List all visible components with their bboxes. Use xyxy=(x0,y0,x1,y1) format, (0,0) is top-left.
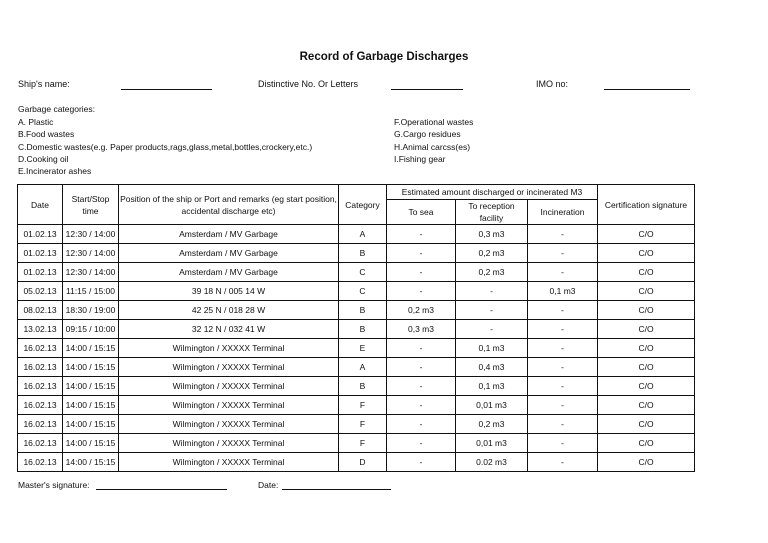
date-label: Date: xyxy=(258,480,279,490)
cell-to-sea: - xyxy=(387,434,456,453)
cell-position: Wilmington / XXXXX Terminal xyxy=(119,377,339,396)
cell-to-sea: - xyxy=(387,377,456,396)
category-item: B.Food wastes xyxy=(18,129,75,140)
cell-date: 16.02.13 xyxy=(18,396,63,415)
table-row xyxy=(18,358,695,377)
table-row xyxy=(18,453,695,472)
cell-date: 13.02.13 xyxy=(18,320,63,339)
cell-category: F xyxy=(339,434,387,453)
cell-date: 16.02.13 xyxy=(18,358,63,377)
cell-certification: C/O xyxy=(598,434,695,453)
categories-right-list xyxy=(394,116,473,165)
cell-date: 16.02.13 xyxy=(18,434,63,453)
cell-time: 12:30 / 14:00 xyxy=(63,263,119,282)
header-certification: Certification signature xyxy=(598,185,695,225)
cell-date: 05.02.13 xyxy=(18,282,63,301)
header-to-sea: To sea xyxy=(387,200,456,225)
cell-time: 09:15 / 10:00 xyxy=(63,320,119,339)
table-row xyxy=(18,225,695,244)
masters-signature-field[interactable] xyxy=(96,489,227,490)
table-row xyxy=(18,320,695,339)
cell-to-sea: - xyxy=(387,453,456,472)
cell-incineration: - xyxy=(528,396,598,415)
cell-date: 16.02.13 xyxy=(18,339,63,358)
cell-to-reception: 0,2 m3 xyxy=(456,263,528,282)
header-incineration: Incineration xyxy=(528,200,598,225)
cell-position: 32 12 N / 032 41 W xyxy=(119,320,339,339)
cell-certification: C/O xyxy=(598,263,695,282)
cell-time: 12:30 / 14:00 xyxy=(63,225,119,244)
cell-time: 14:00 / 15:15 xyxy=(63,396,119,415)
cell-to-sea: - xyxy=(387,396,456,415)
cell-incineration: - xyxy=(528,225,598,244)
cell-time: 11:15 / 15:00 xyxy=(63,282,119,301)
header-category: Category xyxy=(339,185,387,225)
cell-position: Wilmington / XXXXX Terminal xyxy=(119,358,339,377)
cell-to-sea: - xyxy=(387,225,456,244)
distinctive-field[interactable] xyxy=(391,89,463,90)
header-position: Position of the ship or Port and remarks (eg start position, accidental discharge etc) xyxy=(119,185,339,225)
cell-certification: C/O xyxy=(598,244,695,263)
cell-time: 14:00 / 15:15 xyxy=(63,434,119,453)
cell-certification: C/O xyxy=(598,339,695,358)
cell-incineration: - xyxy=(528,415,598,434)
cell-to-reception: 0,2 m3 xyxy=(456,415,528,434)
imo-label: IMO no: xyxy=(536,79,569,89)
category-item: C.Domestic wastes(e.g. Paper products,rags,glass,metal,bottles,crockery,etc.) xyxy=(18,141,313,152)
cell-category: F xyxy=(339,396,387,415)
cell-category: D xyxy=(339,453,387,472)
cell-to-sea: - xyxy=(387,282,456,301)
cell-to-sea: - xyxy=(387,339,456,358)
cell-category: B xyxy=(339,320,387,339)
cell-category: E xyxy=(339,339,387,358)
cell-incineration: - xyxy=(528,377,598,396)
category-item: F.Operational wastes xyxy=(394,117,474,127)
cell-date: 08.02.13 xyxy=(18,301,63,320)
cell-to-reception: 0,1 m3 xyxy=(456,339,528,358)
categories-heading: Garbage categories: xyxy=(18,104,96,114)
cell-time: 12:30 / 14:00 xyxy=(63,244,119,263)
cell-incineration: - xyxy=(528,301,598,320)
table-row xyxy=(18,396,695,415)
cell-to-sea: - xyxy=(387,415,456,434)
header-estimated: Estimated amount discharged or incinerated M3 xyxy=(387,185,598,200)
table-row xyxy=(18,339,695,358)
cell-date: 16.02.13 xyxy=(18,453,63,472)
distinctive-label: Distinctive No. Or Letters xyxy=(258,79,359,89)
cell-to-sea: 0,3 m3 xyxy=(387,320,456,339)
cell-to-reception: 0,1 m3 xyxy=(456,377,528,396)
header-date: Date xyxy=(18,185,63,225)
category-item: I.Fishing gear xyxy=(394,153,446,164)
cell-certification: C/O xyxy=(598,377,695,396)
cell-to-sea: - xyxy=(387,358,456,377)
cell-position: Wilmington / XXXXX Terminal xyxy=(119,434,339,453)
cell-certification: C/O xyxy=(598,301,695,320)
header-start-stop: Start/Stop time xyxy=(63,185,119,225)
cell-to-reception: 0,01 m3 xyxy=(456,434,528,453)
cell-incineration: - xyxy=(528,244,598,263)
cell-to-reception: 0,3 m3 xyxy=(456,225,528,244)
table-row xyxy=(18,244,695,263)
cell-position: Wilmington / XXXXX Terminal xyxy=(119,339,339,358)
cell-position: Wilmington / XXXXX Terminal xyxy=(119,453,339,472)
table-row xyxy=(18,301,695,320)
cell-position: Amsterdam / MV Garbage xyxy=(119,244,339,263)
ships-name-field[interactable] xyxy=(121,89,212,90)
cell-category: A xyxy=(339,358,387,377)
header-to-reception: To reception facility xyxy=(456,200,528,225)
cell-to-reception: - xyxy=(456,320,528,339)
table-row xyxy=(18,377,695,396)
garbage-record-table xyxy=(17,184,695,472)
cell-category: C xyxy=(339,282,387,301)
cell-time: 14:00 / 15:15 xyxy=(63,358,119,377)
category-item: D.Cooking oil xyxy=(18,153,69,164)
cell-to-sea: 0,2 m3 xyxy=(387,301,456,320)
cell-date: 01.02.13 xyxy=(18,225,63,244)
cell-category: B xyxy=(339,377,387,396)
cell-category: B xyxy=(339,301,387,320)
cell-category: F xyxy=(339,415,387,434)
cell-to-reception: 0,2 m3 xyxy=(456,244,528,263)
cell-to-reception: - xyxy=(456,301,528,320)
cell-incineration: 0,1 m3 xyxy=(528,282,598,301)
category-item: A. Plastic xyxy=(18,117,54,127)
category-item: H.Animal carcss(es) xyxy=(394,141,471,152)
cell-certification: C/O xyxy=(598,358,695,377)
cell-certification: C/O xyxy=(598,320,695,339)
cell-time: 14:00 / 15:15 xyxy=(63,377,119,396)
cell-incineration: - xyxy=(528,320,598,339)
cell-category: C xyxy=(339,263,387,282)
date-field[interactable] xyxy=(282,489,391,490)
cell-certification: C/O xyxy=(598,415,695,434)
ships-name-label: Ship's name: xyxy=(18,79,70,89)
cell-position: Amsterdam / MV Garbage xyxy=(119,263,339,282)
cell-to-reception: 0,01 m3 xyxy=(456,396,528,415)
cell-position: 39 18 N / 005 14 W xyxy=(119,282,339,301)
imo-field[interactable] xyxy=(604,89,690,90)
cell-certification: C/O xyxy=(598,453,695,472)
table-row xyxy=(18,434,695,453)
cell-date: 16.02.13 xyxy=(18,415,63,434)
cell-incineration: - xyxy=(528,358,598,377)
cell-position: 42 25 N / 018 28 W xyxy=(119,301,339,320)
cell-time: 14:00 / 15:15 xyxy=(63,415,119,434)
cell-position: Wilmington / XXXXX Terminal xyxy=(119,415,339,434)
cell-date: 01.02.13 xyxy=(18,263,63,282)
category-item: G.Cargo residues xyxy=(394,129,461,140)
cell-category: A xyxy=(339,225,387,244)
cell-time: 14:00 / 15:15 xyxy=(63,339,119,358)
cell-certification: C/O xyxy=(598,282,695,301)
cell-position: Amsterdam / MV Garbage xyxy=(119,225,339,244)
table-row xyxy=(18,282,695,301)
cell-incineration: - xyxy=(528,434,598,453)
document-title: Record of Garbage Discharges xyxy=(299,51,469,63)
cell-incineration: - xyxy=(528,339,598,358)
cell-date: 16.02.13 xyxy=(18,377,63,396)
category-item: E.Incinerator ashes xyxy=(18,166,92,177)
cell-date: 01.02.13 xyxy=(18,244,63,263)
cell-to-sea: - xyxy=(387,263,456,282)
cell-certification: C/O xyxy=(598,225,695,244)
table-row xyxy=(18,263,695,282)
masters-signature-label: Master's signature: xyxy=(18,480,90,490)
table-row xyxy=(18,415,695,434)
cell-to-reception: 0.02 m3 xyxy=(456,453,528,472)
cell-position: Wilmington / XXXXX Terminal xyxy=(119,396,339,415)
categories-left-list xyxy=(18,116,312,177)
cell-certification: C/O xyxy=(598,396,695,415)
cell-to-reception: 0,4 m3 xyxy=(456,358,528,377)
cell-to-reception: - xyxy=(456,282,528,301)
cell-incineration: - xyxy=(528,453,598,472)
cell-time: 14:00 / 15:15 xyxy=(63,453,119,472)
cell-to-sea: - xyxy=(387,244,456,263)
cell-time: 18:30 / 19:00 xyxy=(63,301,119,320)
cell-incineration: - xyxy=(528,263,598,282)
cell-category: B xyxy=(339,244,387,263)
